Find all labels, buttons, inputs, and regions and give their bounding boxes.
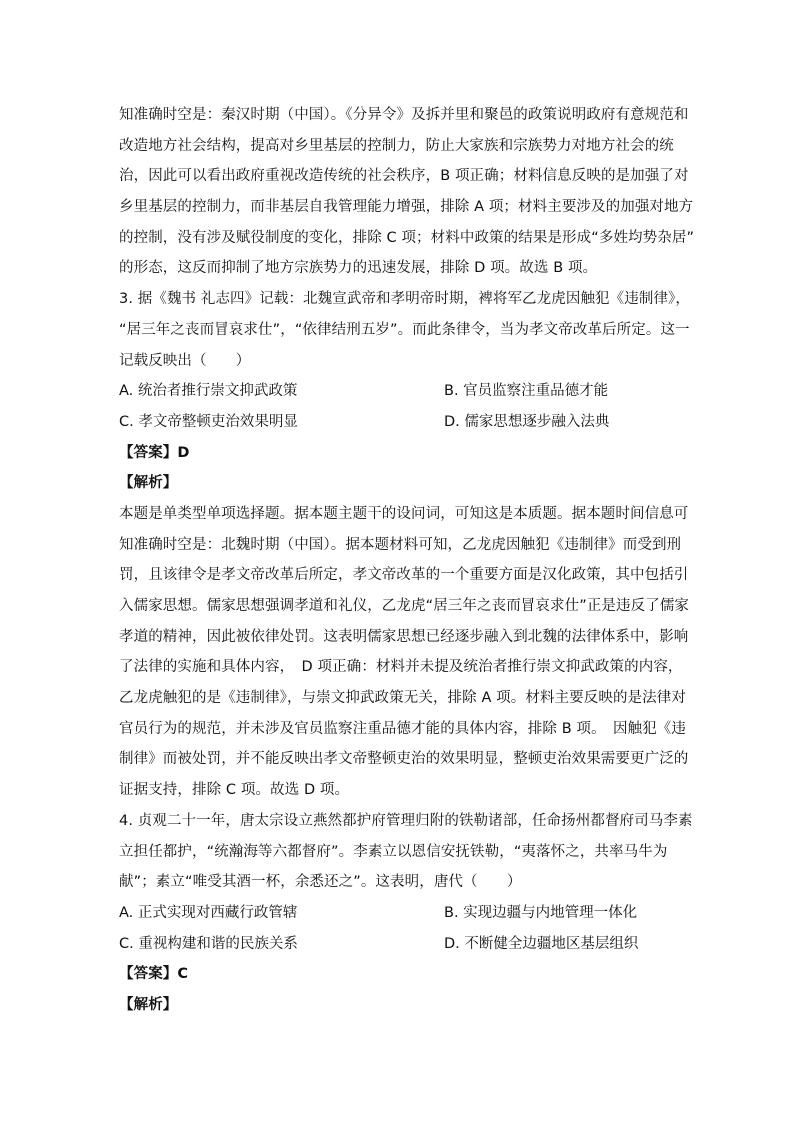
question-stem-line: 3. 据《魏书 礼志四》记载：北魏宣武帝和孝明帝时期，裨将军乙龙虎因触犯《违制律》， — [119, 291, 690, 308]
option-a: A. 统治者推行崇文抑武政策 — [119, 383, 298, 400]
analysis-line: 了法律的实施和具体内容， D 项正确：材料并未提及统治者推行崇文抑武政策的内容， — [119, 659, 683, 676]
option-c: C. 重视构建和谐的民族关系 — [119, 935, 298, 952]
option-c: C. 孝文帝整顿吏治效果明显 — [119, 413, 298, 430]
question-stem-line: 记载反映出（ ） — [119, 352, 251, 369]
analysis-line: 入儒家思想。儒家思想强调孝道和礼仪，乙龙虎“居三年之丧而冒哀求仕”正是违反了儒家 — [119, 598, 690, 614]
text-line: 的控制，没有涉及赋役制度的变化，排除 C 项；材料中政策的结果是形成“多姓均势杂居” — [119, 229, 695, 246]
question-3 — [119, 284, 690, 806]
text-line: 改造地方社会结构，提高对乡里基层的控制力，防止大家族和宗族势力对地方社会的统 — [119, 137, 674, 154]
text-line: 乡里基层的控制力，而非基层自我管理能力增强，排除 A 项；材料主要涉及的加强对地方 — [119, 199, 694, 216]
option-b: B. 实现边疆与内地管理一体化 — [444, 904, 638, 921]
text-line: 的形态，这反而抑制了地方宗族势力的迅速发展，排除 D 项。故选 B 项。 — [119, 260, 598, 277]
analysis-line: 罚，且该律令是孝文帝改革后所定，孝文帝改革的一个重要方面是汉化政策，其中包括引 — [119, 567, 689, 584]
option-row — [119, 407, 679, 438]
text-line: 治，因此可以看出政府重视改造传统的社会秩序，B 项正确；材料信息反映的是加强了对 — [119, 168, 689, 185]
answer-label: 【答案】C — [119, 966, 189, 983]
analysis-line: 证据支持，排除 C 项。故选 D 项。 — [119, 782, 350, 799]
option-d: D. 儒家思想逐步融入法典 — [444, 413, 610, 430]
analysis-line: 本题是单类型单项选择题。据本题主题干的设问词，可知这是本质题。据本题时间信息可 — [119, 505, 689, 522]
option-d: D. 不断健全边疆地区基层组织 — [444, 935, 639, 952]
analysis-heading: 【解析】 — [119, 996, 178, 1013]
question-stem-line: 4. 贞观二十一年，唐太宗设立燕然都护府管理归附的铁勒诸部，任命扬州都督府司马李素 — [119, 812, 693, 829]
option-row — [119, 898, 679, 929]
document-page — [119, 100, 695, 1021]
analysis-line: 官员行为的规范，并未涉及官员监察注重品德才能的具体内容，排除 B 项。 因触犯《违 — [119, 720, 687, 737]
question-stem-line: 献”；素立“唯受其酒一杯，余悉还之”。这表明，唐代（ ） — [119, 874, 522, 891]
option-b: B. 官员监察注重品德才能 — [444, 383, 609, 400]
text-line: 知准确时空是：秦汉时期（中国）。《分异令》及拆并里和聚邑的政策说明政府有意规范和 — [119, 107, 689, 123]
question-4 — [119, 806, 693, 1021]
question-stem-line: “居三年之丧而冒哀求仕”，“依律结刑五岁”。而此条律令，当为孝文帝改革后所定。这一 — [119, 321, 690, 338]
option-a: A. 正式实现对西藏行政管辖 — [119, 904, 298, 921]
analysis-line: 乙龙虎触犯的是《违制律》，与崇文抑武政策无关，排除 A 项。材料主要反映的是法律对 — [119, 690, 686, 707]
answer-label: 【答案】D — [119, 444, 190, 461]
analysis-line: 制律》而被处罚，并不能反映出孝文帝整顿吏治的效果明显，整顿吏治效果需要更广泛的 — [119, 751, 689, 768]
analysis-heading: 【解析】 — [119, 475, 178, 492]
analysis-line: 孝道的精神，因此被依律处罚。这表明儒家思想已经逐步融入到北魏的法律体系中，影响 — [119, 628, 689, 645]
question-stem-line: 立担任都护，“统瀚海等六都督府”。李素立以恩信安抚铁勒，“夷落怀之，共率马牛为 — [119, 843, 668, 860]
analysis-line: 知准确时空是：北魏时期（中国）。据本题材料可知，乙龙虎因触犯《违制律》而受到刑 — [119, 536, 682, 553]
option-row — [119, 376, 679, 407]
option-row — [119, 929, 679, 960]
previous-analysis-continuation — [119, 100, 695, 284]
